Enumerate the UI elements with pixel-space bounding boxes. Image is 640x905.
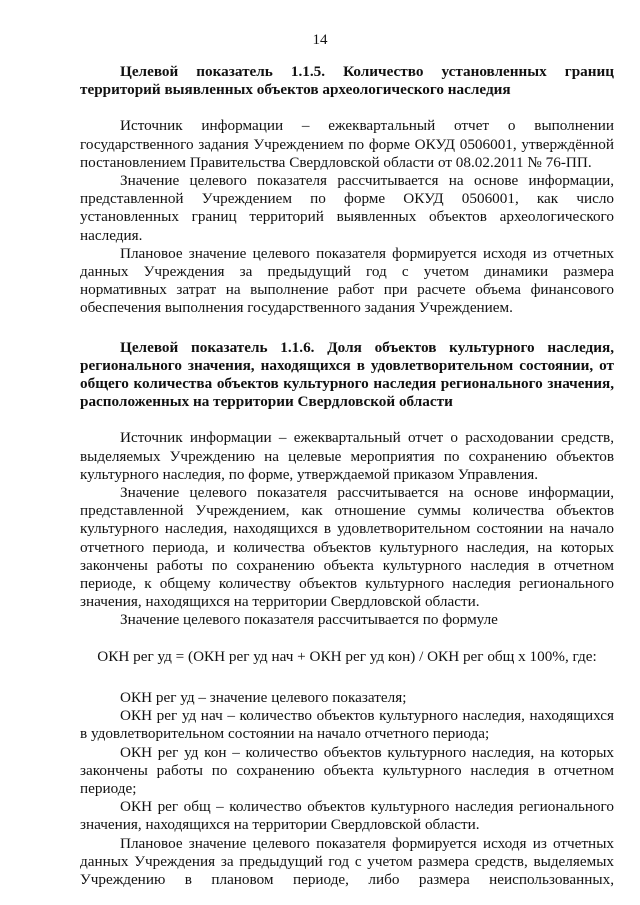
definition-okn-reg-ud-nach: ОКН рег уд нач – количество объектов культурного наследия, находящихся в удовлетворительном состоянии на начало отчетного периода;: [80, 707, 614, 743]
paragraph-calculation-1-1-6: Значение целевого показателя рассчитывается на основе информации, представленной Учреждением, как отношение суммы количества объектов культурного наследия, находящихся в удовлетворительном состоянии на начало отчетного периода, и количества объектов культурного наследия, на которых закончены работы по сохранению объекта культурного наследия в отчетном периоде, к общему количеству объектов культурного наследия регионального значения, находящихся на территории Свердловской области.: [80, 484, 614, 611]
paragraph-formula-intro: Значение целевого показателя рассчитывается по формуле: [120, 611, 498, 629]
spacer: [80, 99, 614, 117]
page-number: 14: [312, 32, 328, 48]
spacer: [80, 318, 614, 339]
paragraph-info-source-1-1-5: Источник информации – ежеквартальный отчет о выполнении государственного задания Учреждением по форме ОКУД 0506001, утверждённой постановлением Правительства Свердловской области от 08.02.2011 № 76-ПП.: [80, 117, 614, 171]
paragraph-planned-value-1-1-6: Плановое значение целевого показателя формируется исходя из отчетных данных Учреждения за предыдущий год с учетом размера средств, выделяемых Учреждению в плановом периоде, либо размера неиспользованных,: [80, 834, 614, 888]
paragraph-calculation-1-1-5: Значение целевого показателя рассчитывается на основе информации, представленной Учреждением по форме ОКУД 0506001, как число установленных границ территорий выявленных объектов археологического наследия.: [80, 172, 614, 244]
section-heading-1-1-6: Целевой показатель 1.1.6. Доля объектов культурного наследия, регионального значения, находящихся в удовлетворительном состоянии, от общего количества объектов культурного наследия регионального значения, расположенных на территории Свердловской области: [80, 338, 614, 411]
definition-okn-reg-ud: ОКН рег уд – значение целевого показателя;: [120, 688, 407, 706]
spacer: [80, 411, 614, 429]
page-content: [80, 63, 614, 889]
paragraph-info-source-1-1-6: Источник информации – ежеквартальный отчет о расходовании средств, выделяемых Учреждению на целевые мероприятия по сохранению объектов культурного наследия, по форме, утверждаемой приказом Управления.: [80, 429, 614, 483]
definition-okn-reg-obshch: ОКН рег общ – количество объектов культурного наследия регионального значения, находящихся на территории Свердловской области.: [80, 798, 614, 834]
section-heading-1-1-5: Целевой показатель 1.1.5. Количество установленных границ территорий выявленных объектов археологического наследия: [80, 63, 614, 99]
definition-okn-reg-ud-kon: ОКН рег уд кон – количество объектов культурного наследия, на которых закончены работы по сохранению объекта культурного наследия в отчетном периоде;: [80, 743, 614, 797]
formula: ОКН рег уд = (ОКН рег уд нач + ОКН рег уд кон) / ОКН рег общ x 100%, где:: [97, 647, 597, 665]
paragraph-planned-value-1-1-5: Плановое значение целевого показателя формируется исходя из отчетных данных Учреждения за предыдущий год с учетом динамики размера нормативных затрат на выполнение работ при расчете объема финансового обеспечения выполнения государственного задания Учреждением.: [80, 244, 614, 317]
